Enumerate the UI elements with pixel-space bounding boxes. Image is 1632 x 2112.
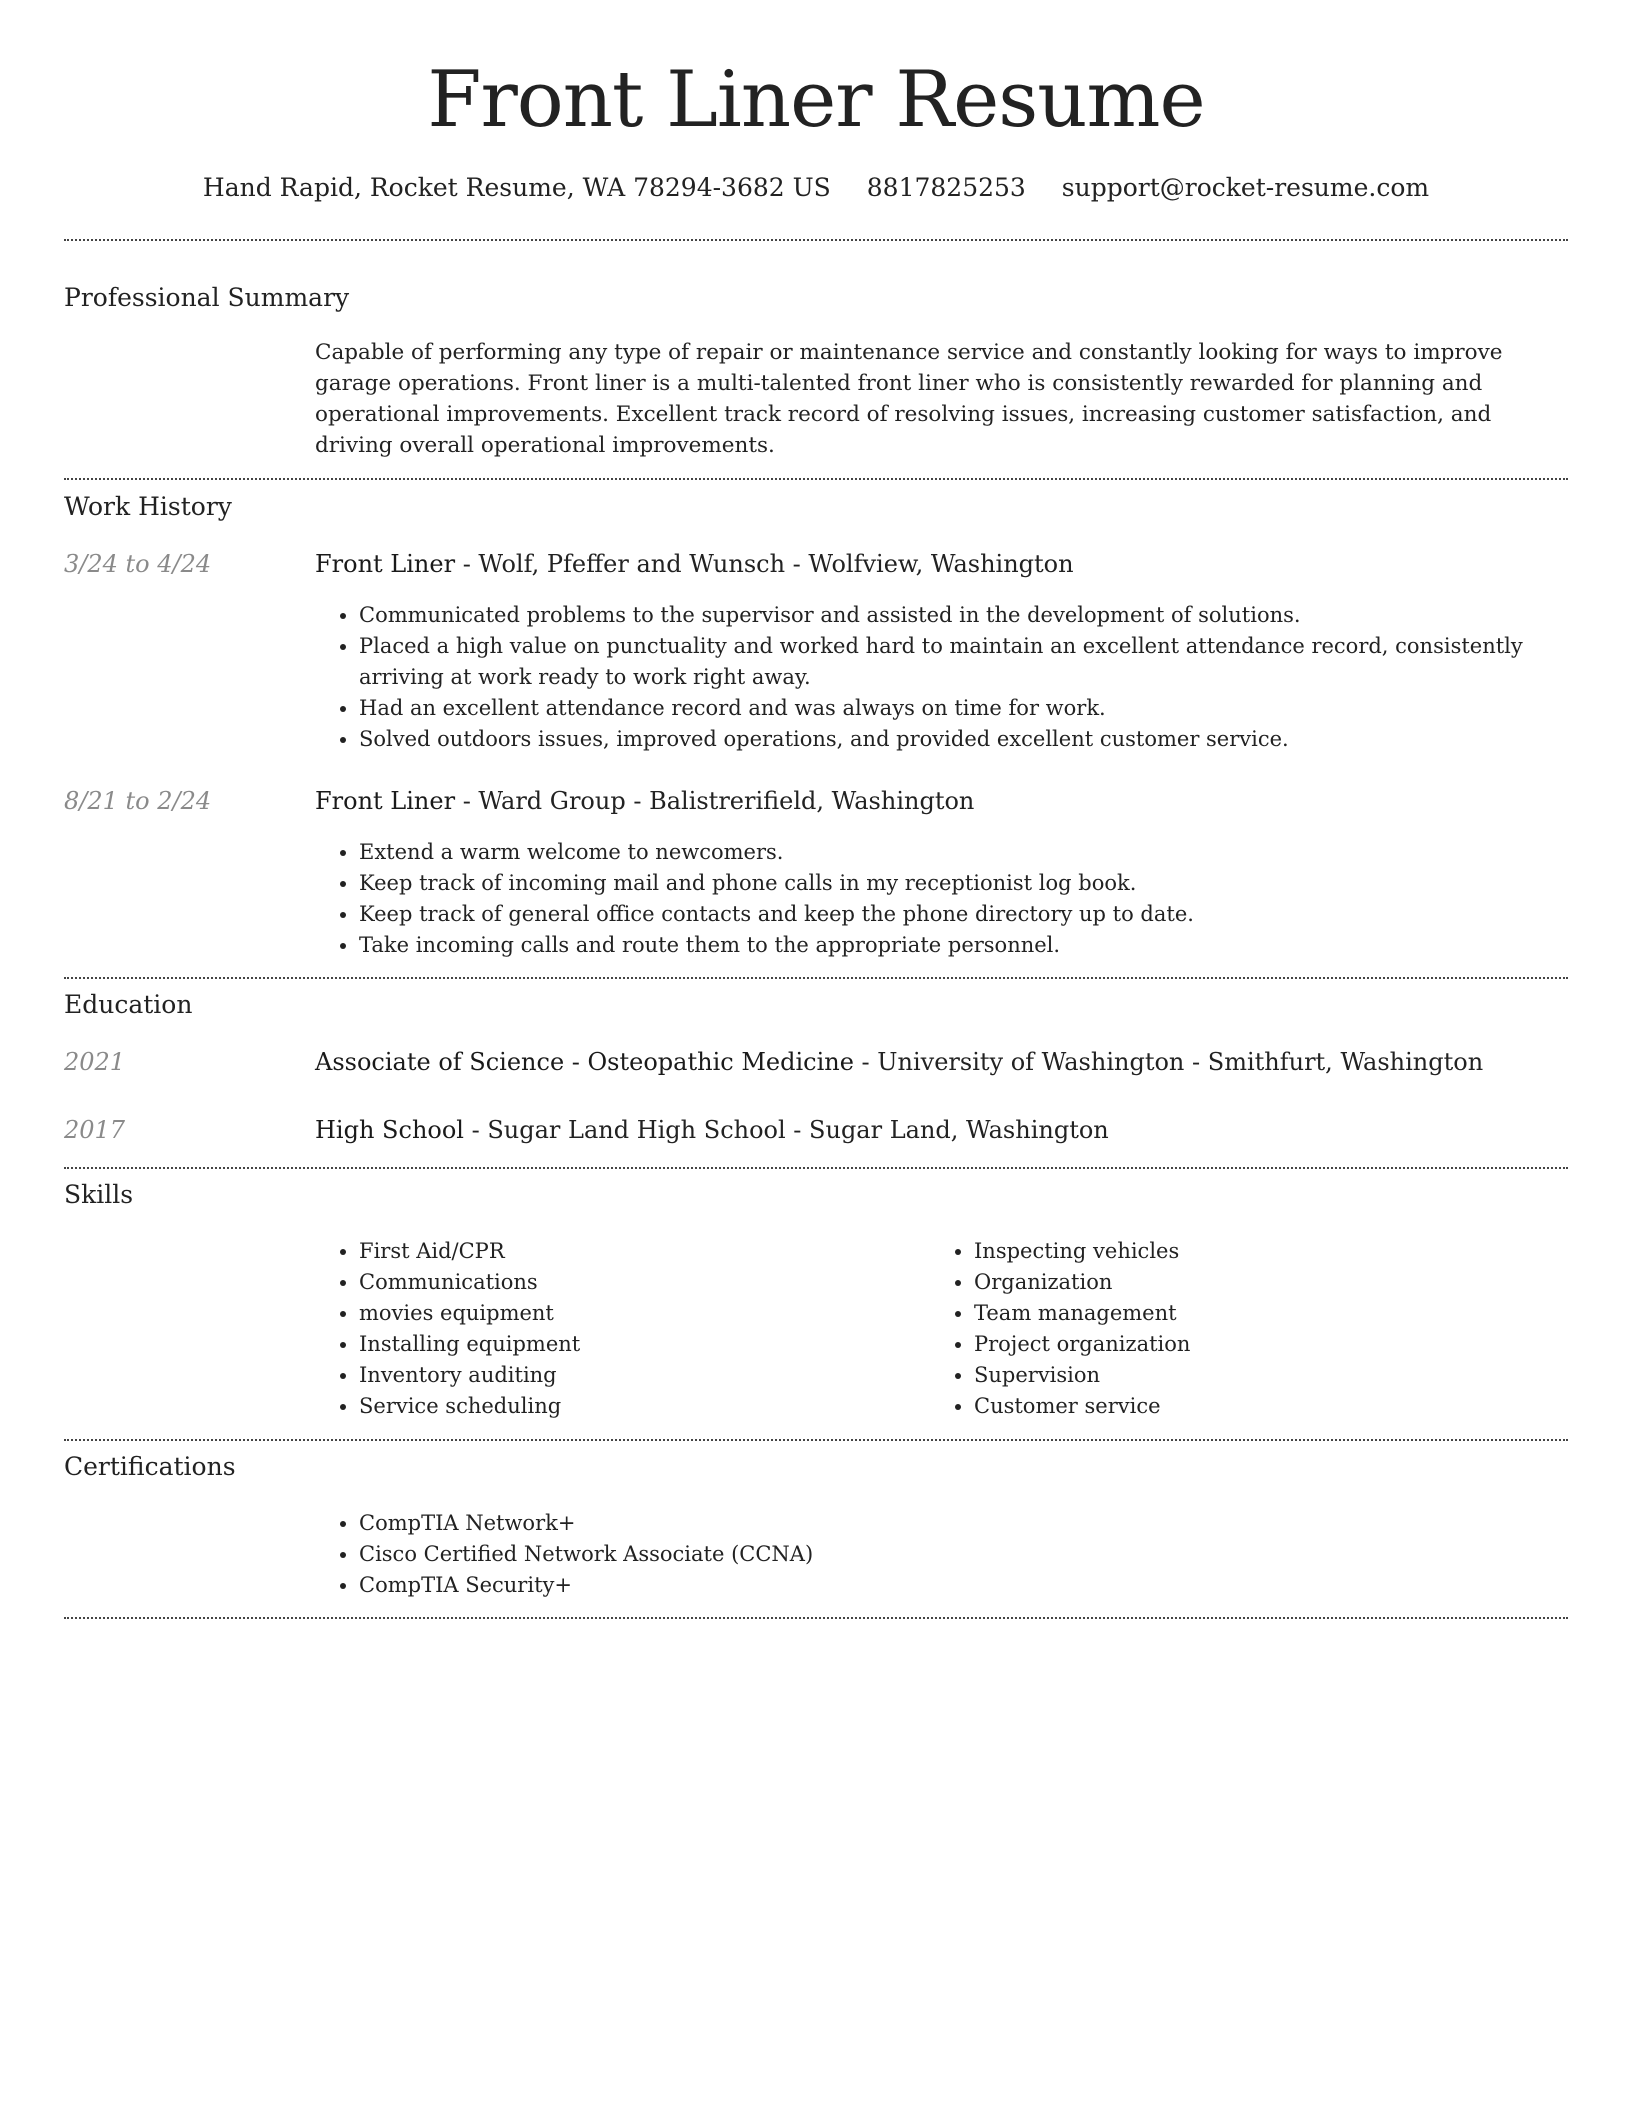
section-divider [64, 1167, 1568, 1169]
certification-item: • CompTIA Network+ [359, 1508, 1569, 1539]
job-heading [315, 547, 1074, 581]
section-title-education: Education [64, 990, 193, 1019]
skill-item: • movies equipment [359, 1298, 919, 1329]
education-degree: Associate of Science - Osteopathic Medicine [315, 1048, 854, 1076]
job-employer: - Wolf, Pfeffer and Wunsch - Wolfview, Washington [455, 550, 1074, 578]
contact-line [0, 170, 1632, 206]
skill-item: • Organization [974, 1267, 1534, 1298]
certifications-list [315, 1508, 1569, 1601]
skill-item: • Team management [974, 1298, 1534, 1329]
skill-item: • Installing equipment [359, 1329, 919, 1360]
skill-item: • Inspecting vehicles [974, 1236, 1534, 1267]
education-school: - University of Washington - Smithfurt, Washington [853, 1048, 1484, 1076]
list-item: • Keep track of general office contacts and keep the phone directory up to date. [359, 899, 1569, 930]
job-employer: - Ward Group - Balistrerifield, Washington [455, 787, 975, 815]
contact-address: Hand Rapid, Rocket Resume, WA 78294-3682 US [202, 173, 831, 202]
education-year: 2021 [64, 1048, 126, 1076]
resume-title: Front Liner Resume [427, 55, 1205, 145]
skill-item: • First Aid/CPR [359, 1236, 919, 1267]
skill-item: • Customer service [974, 1391, 1534, 1422]
section-title-work-history: Work History [64, 492, 232, 521]
section-divider [64, 239, 1568, 241]
job-bullets [315, 600, 1569, 755]
list-item: • Placed a high value on punctuality and worked hard to maintain an excellent attendance record, consistently arriving at work ready to work right away. [359, 631, 1569, 693]
list-item: • Extend a warm welcome to newcomers. [359, 837, 1569, 868]
section-title-summary: Professional Summary [64, 283, 350, 312]
section-title-skills: Skills [64, 1180, 134, 1209]
contact-phone: 8817825253 [866, 173, 1026, 202]
education-school: - Sugar Land High School - Sugar Land, Washington [463, 1116, 1109, 1144]
summary-text: Capable of performing any type of repair or maintenance service and constantly looking for ways to improve garage operations. Front liner is a multi-talented front liner who is consistently rewarded for planning and operational improvements. Excellent track record of resolving issues, increasing customer satisfaction, and driving overall operational improvements. [315, 340, 1503, 458]
skill-item: • Service scheduling [359, 1391, 919, 1422]
list-item: • Take incoming calls and route them to the appropriate personnel. [359, 930, 1569, 961]
certification-item: • CompTIA Security+ [359, 1570, 1569, 1601]
section-divider [64, 1617, 1568, 1619]
section-divider [64, 1439, 1568, 1441]
job-bullets [315, 837, 1569, 961]
education-degree: High School [315, 1116, 464, 1144]
skills-list-right [930, 1236, 1534, 1422]
education-entry [315, 1045, 1483, 1079]
section-title-certifications: Certifications [64, 1452, 236, 1481]
job-dates: 8/21 to 2/24 [64, 787, 212, 815]
list-item: • Solved outdoors issues, improved operations, and provided excellent customer service. [359, 724, 1569, 755]
list-item: • Had an excellent attendance record and was always on time for work. [359, 693, 1569, 724]
job-role: Front Liner [315, 550, 456, 578]
list-item: • Keep track of incoming mail and phone calls in my receptionist log book. [359, 868, 1569, 899]
section-divider [64, 478, 1568, 480]
list-item: • Communicated problems to the supervisor and assisted in the development of solutions. [359, 600, 1569, 631]
skills-list-left [315, 1236, 919, 1422]
education-year: 2017 [64, 1116, 126, 1144]
skill-item: • Project organization [974, 1329, 1534, 1360]
section-divider [64, 977, 1568, 979]
education-entry [315, 1113, 1109, 1147]
skill-item: • Communications [359, 1267, 919, 1298]
job-dates: 3/24 to 4/24 [64, 550, 212, 578]
contact-email: support@rocket-resume.com [1061, 173, 1430, 202]
certification-item: • Cisco Certified Network Associate (CCNA) [359, 1539, 1569, 1570]
skill-item: • Supervision [974, 1360, 1534, 1391]
skill-item: • Inventory auditing [359, 1360, 919, 1391]
job-heading [315, 784, 974, 818]
job-role: Front Liner [315, 787, 456, 815]
